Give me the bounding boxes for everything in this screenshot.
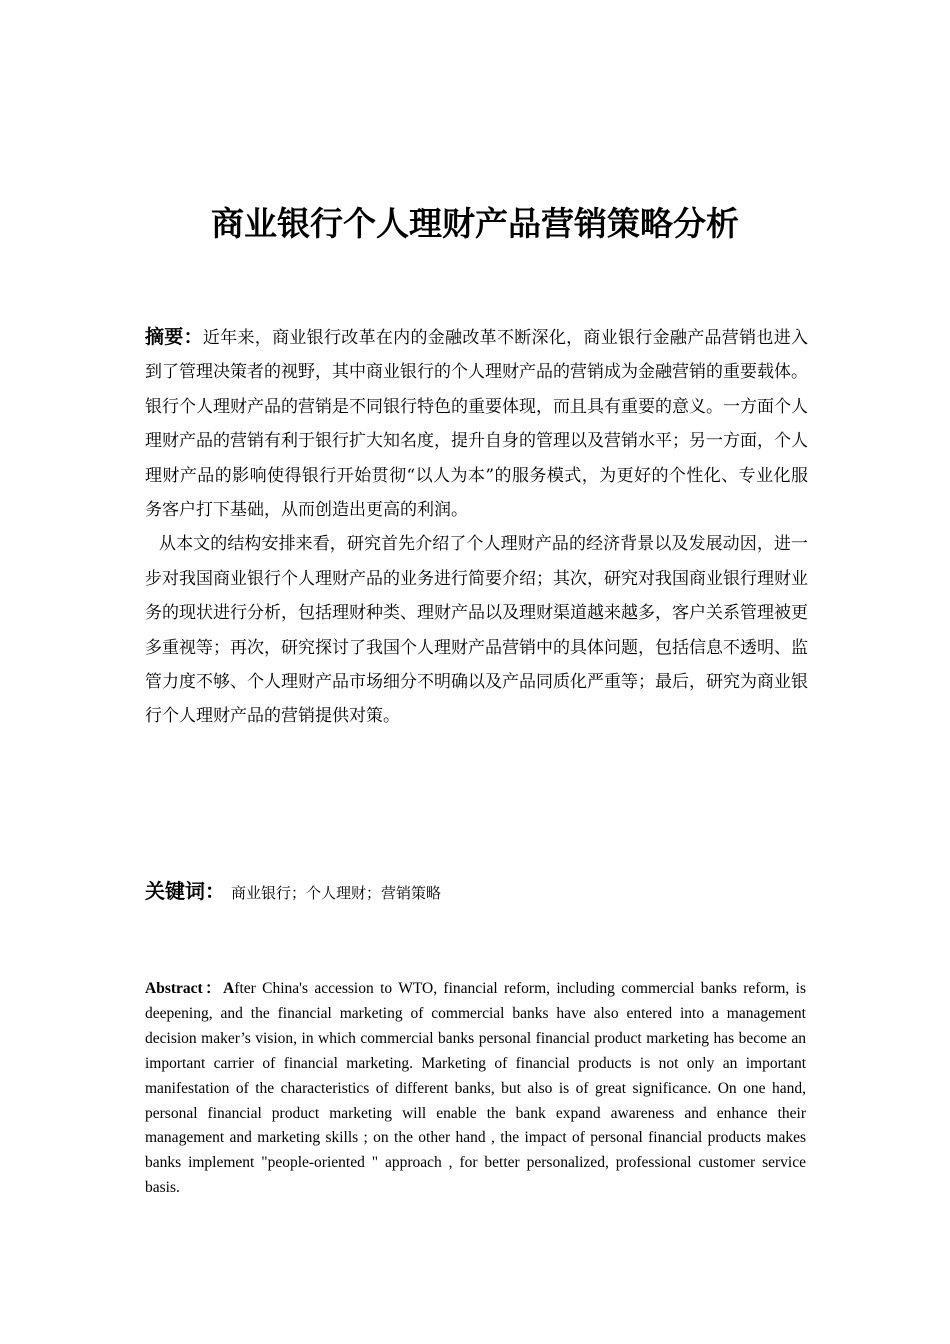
english-abstract-label: Abstract： <box>145 980 224 997</box>
chinese-abstract <box>145 320 808 734</box>
english-abstract-text: fter China's accession to WTO, financial reform, including commercial banks reform, is deepening, and the financial marketing of commercial banks have also entered into a management decision maker’s vision, in which commercial banks personal financial product marketing has become an important carrier of financial marketing. Marketing of financial products is not only an important manifestation of the characteristics of different banks, but also is of great significance. On one hand, personal financial product marketing will enable the bank expand awareness and enhance their management and marketing skills ; on the other hand , the impact of personal financial products makes banks implement "people-oriented " approach , for better personalized, professional customer service basis. <box>145 980 806 1197</box>
chinese-abstract-label: 摘要： <box>145 326 203 348</box>
chinese-abstract-paragraph-2: 从本文的结构安排来看，研究首先介绍了个人理财产品的经济背景以及发展动因，进一步对我国商业银行个人理财产品的业务进行简要介绍；其次，研究对我国商业银行理财业务的现状进行分析，包括理财种类、理财产品以及理财渠道越来越多，客户关系管理被更多重视等；再次，研究探讨了我国个人理财产品营销中的具体问题，包括信息不透明、监管力度不够、个人理财产品市场细分不明确以及产品同质化严重等；最后，研究为商业银行个人理财产品的营销提供对策。 <box>145 534 808 727</box>
chinese-abstract-paragraph-1 <box>145 320 808 527</box>
english-abstract-first-letter: A <box>223 980 235 997</box>
keywords-text: 商业银行；个人理财；营销策略 <box>231 884 442 902</box>
page-title: 商业银行个人理财产品营销策略分析 <box>211 204 739 243</box>
keywords-line <box>145 874 808 910</box>
chinese-abstract-text-1: 近年来，商业银行改革在内的金融改革不断深化，商业银行金融产品营销也进入到了管理决策者的视野，其中商业银行的个人理财产品的营销成为金融营销的重要载体。银行个人理财产品的营销是不同银行特色的重要体现，而且具有重要的意义。一方面个人理财产品的营销有利于银行扩大知名度，提升自身的管理以及营销水平；另一方面，个人理财产品的影响使得银行开始贯彻“以人为本”的服务模式，为更好的个性化、专业化服务客户打下基础，从而创造出更高的利润。 <box>145 328 808 521</box>
keywords-label: 关键词： <box>145 879 225 903</box>
english-abstract <box>145 977 806 1201</box>
